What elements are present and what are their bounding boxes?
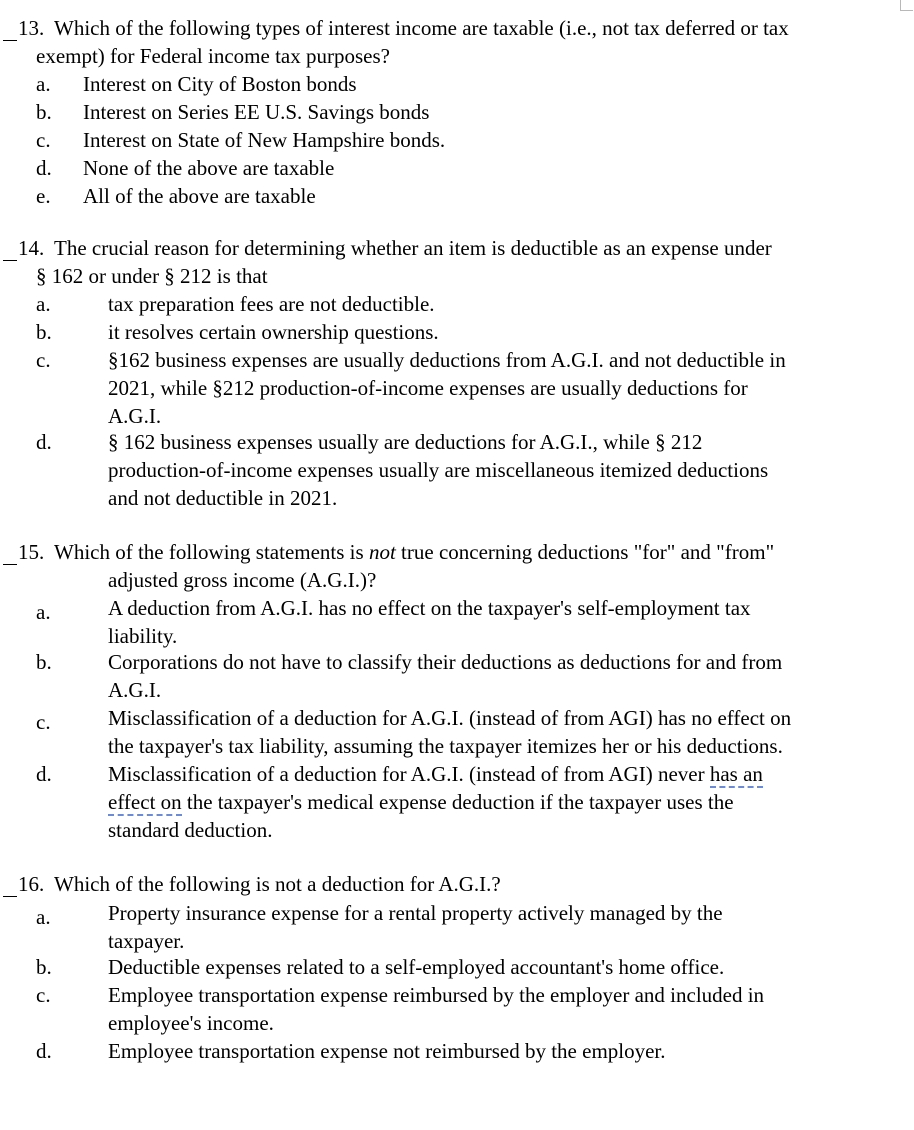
flagged-phrase[interactable]: effect on — [108, 790, 182, 814]
question-stem-line — [54, 538, 774, 566]
option-text-line: §162 business expenses are usually deductions from A.G.I. and not deductible in — [108, 348, 786, 372]
option-text-line: taxpayer. — [108, 929, 185, 953]
answer-blank[interactable] — [3, 564, 17, 565]
option-text-line: A.G.I. — [108, 404, 162, 428]
question-stem-line: exempt) for Federal income tax purposes? — [36, 44, 390, 68]
option-text-line: and not deductible in 2021. — [108, 486, 338, 510]
stem-text-before: Which of the following statements is — [54, 540, 369, 564]
option-letter: a. — [36, 292, 51, 316]
option-text-before: Misclassification of a deduction for A.G.I. (instead of from AGI) never — [108, 762, 710, 786]
option-letter: d. — [36, 430, 52, 454]
option-text-line: A.G.I. — [108, 678, 162, 702]
option-text: Interest on State of New Hampshire bonds. — [83, 128, 446, 152]
question-number: 15. — [18, 540, 45, 564]
answer-blank[interactable] — [3, 896, 17, 897]
option-letter: e. — [36, 184, 51, 208]
option-letter: c. — [36, 710, 51, 734]
question-stem-line: adjusted gross income (A.G.I.)? — [108, 568, 377, 592]
option-text: it resolves certain ownership questions. — [108, 320, 439, 344]
option-letter: c. — [36, 348, 51, 372]
option-text-line: Corporations do not have to classify their deductions as deductions for and from — [108, 650, 783, 674]
option-text-after: the taxpayer's medical expense deduction if the taxpayer uses the — [181, 790, 734, 814]
question-stem-line: § 162 or under § 212 is that — [36, 264, 268, 288]
option-text-line: employee's income. — [108, 1011, 274, 1035]
question-stem-line: Which of the following types of interest income are taxable (i.e., not tax deferred or tax — [54, 16, 789, 40]
option-letter: d. — [36, 1039, 52, 1063]
page-corner-mark — [900, 0, 913, 11]
option-text-line: standard deduction. — [108, 818, 273, 842]
option-text-line — [108, 760, 763, 788]
option-text-line: A deduction from A.G.I. has no effect on the taxpayer's self-employment tax — [108, 596, 751, 620]
option-text-line: Employee transportation expense reimbursed by the employer and included in — [108, 983, 765, 1007]
option-text-line: liability. — [108, 624, 178, 648]
option-text-line: 2021, while §212 production-of-income expenses are usually deductions for — [108, 376, 748, 400]
stem-text-after: true concerning deductions "for" and "from" — [395, 540, 775, 564]
option-text: tax preparation fees are not deductible. — [108, 292, 435, 316]
option-text: All of the above are taxable — [83, 184, 316, 208]
option-letter: a. — [36, 905, 51, 929]
stem-text-italic: not — [368, 540, 396, 564]
answer-blank[interactable] — [3, 260, 17, 261]
option-text-line: Deductible expenses related to a self-employed accountant's home office. — [108, 955, 725, 979]
option-letter: b. — [36, 955, 52, 979]
option-text-line: Employee transportation expense not reimbursed by the employer. — [108, 1039, 666, 1063]
option-letter: b. — [36, 100, 52, 124]
answer-blank[interactable] — [3, 40, 17, 41]
option-letter: d. — [36, 762, 52, 786]
option-text-line: Property insurance expense for a rental property actively managed by the — [108, 901, 723, 925]
option-text: None of the above are taxable — [83, 156, 335, 180]
option-text-line: the taxpayer's tax liability, assuming the taxpayer itemizes her or his deductions. — [108, 734, 783, 758]
option-text-line: Misclassification of a deduction for A.G.I. (instead of from AGI) has no effect on — [108, 706, 792, 730]
flagged-phrase[interactable]: has an — [709, 762, 763, 786]
question-stem-line: The crucial reason for determining whether an item is deductible as an expense under — [54, 236, 772, 260]
option-letter: c. — [36, 128, 51, 152]
option-letter: b. — [36, 320, 52, 344]
option-text: Interest on City of Boston bonds — [83, 72, 357, 96]
option-letter: b. — [36, 650, 52, 674]
option-text-line: § 162 business expenses usually are deductions for A.G.I., while § 212 — [108, 430, 703, 454]
question-number: 14. — [18, 236, 45, 260]
option-letter: d. — [36, 156, 52, 180]
option-text-line: production-of-income expenses usually are miscellaneous itemized deductions — [108, 458, 769, 482]
question-stem-line: Which of the following is not a deduction for A.G.I.? — [54, 872, 501, 896]
option-letter: a. — [36, 72, 51, 96]
question-number: 13. — [18, 16, 45, 40]
option-letter: a. — [36, 600, 51, 624]
question-number: 16. — [18, 872, 45, 896]
option-text: Interest on Series EE U.S. Savings bonds — [83, 100, 430, 124]
option-text-line — [108, 788, 734, 816]
option-letter: c. — [36, 983, 51, 1007]
